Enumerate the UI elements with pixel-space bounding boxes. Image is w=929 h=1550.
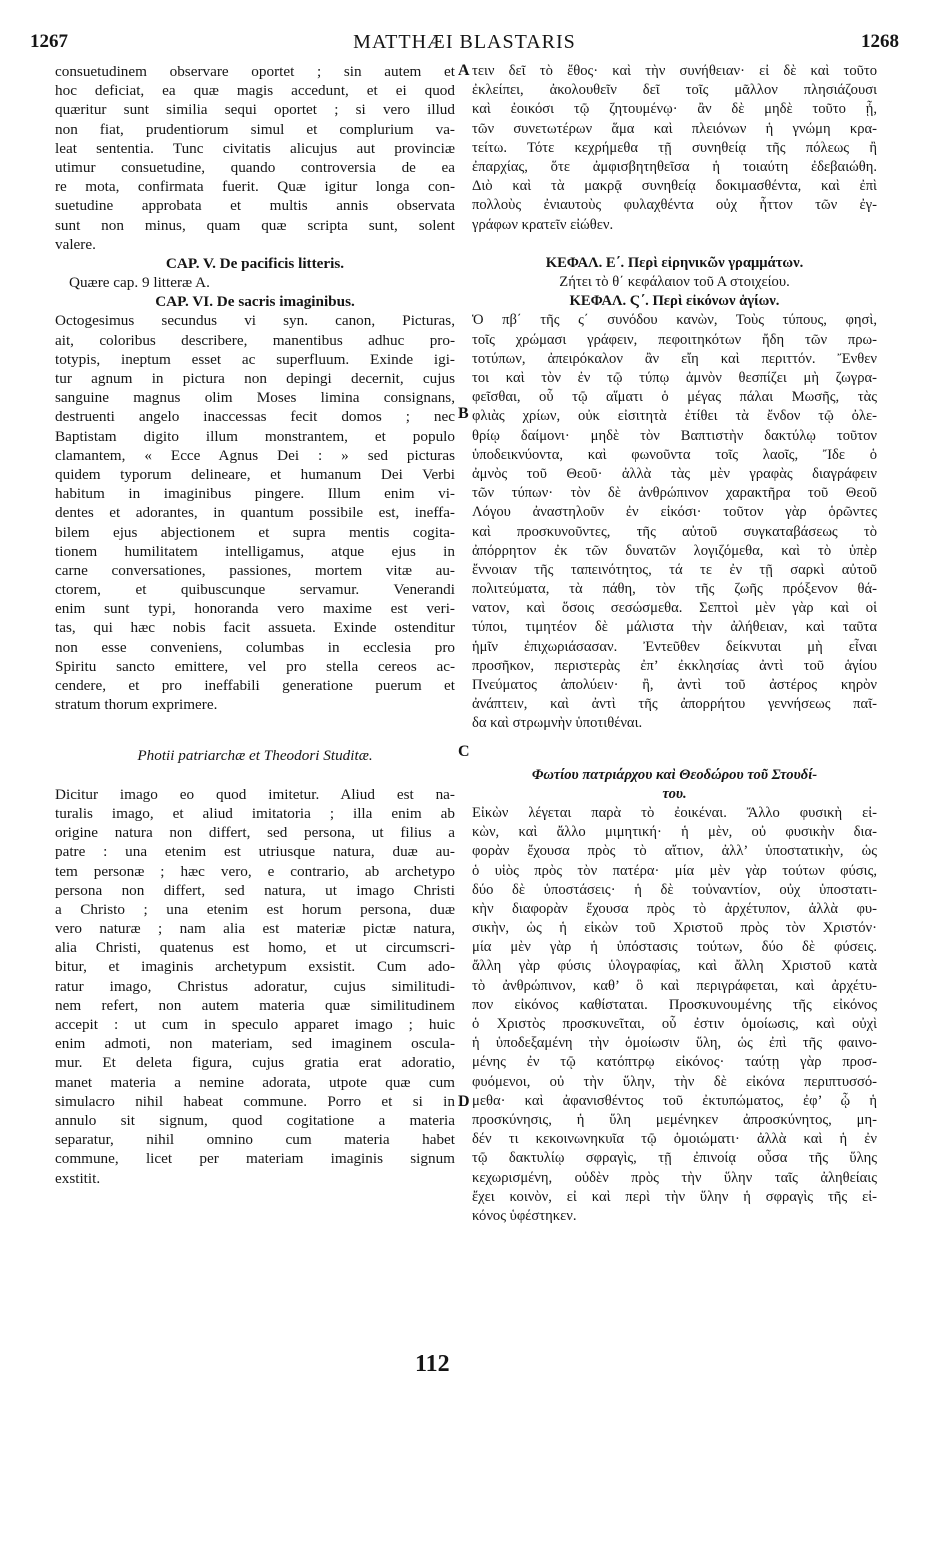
greek-column [472,62,877,1226]
text-line: turalis imago, et aliud imitatoria ; illa enim ab [55,804,455,822]
text-line: commune, licet per materiam imaginis signum [55,1150,455,1168]
text-line: re mota, confirmata fuerit. Quæ igitur longa con- [55,178,455,196]
text-line: simulacro nihil habeat commune. Porro et si in [55,1092,455,1110]
text-line: κεχωρισμένη, οὐδὲν πρὸς τὴν ὕλην ταῖς ἀληθείαις [472,1169,877,1186]
latin-paragraph-consuetudo [55,62,455,254]
text-line: νατον, καὶ ὅσοις σεσώσμεθα. Σεπτοὶ μὲν γὰρ καὶ οἱ [472,600,877,617]
text-line: Διὸ καὶ τὰ μακρᾷ συνηθείᾳ δοκιμασθέντα, καὶ ἐπὶ [472,178,877,195]
text-line: clamantem, « Ecce Agnus Dei : » sed picturas [55,446,455,464]
text-line: totypis, ineptum esset ac superfluum. Exinde igi- [55,350,455,368]
text-line: πολλοὺς ἐνιαυτοὺς φυλαχθέντα οὐχ ἧττον τῶν ἐγ- [472,197,877,214]
text-line: ἔχει κοινὸν, εἰ καὶ περὶ τὴν ὕλην ἡ σφραγὶς τῆς εἰ- [472,1188,877,1205]
text-line: ait, coloribus describere, manentibus adhuc pro- [55,331,455,349]
latin-cross-reference: Quære cap. 9 litteræ A. [69,274,210,292]
text-line: patre : una etenim est utriusque natura, duæ au- [55,843,455,861]
text-line: tionem humilitatem intelligamus, atque ejus in [55,542,455,560]
text-line: φεῖσθαι, οὗ τῷ αἵματι ὁ μέγας πάλαι Μωσῆς, τὰς [472,389,877,406]
text-line: valere. [55,235,96,253]
text-line: accepit : ut cum in speculo apparet imago ; huic [55,1016,455,1033]
text-line: a Christo ; una etenim est horum persona, duæ [55,900,455,918]
text-line: ἄλλη γὰρ φύσις ὑλογραφίας, καὶ ἄλλη Χριστοῦ κατὰ [472,958,877,975]
latin-section-heading-photii: Photii patriarchæ et Theodori Studitæ. [137,747,373,765]
text-line: γράφων κρατεῖν εἰώθεν. [472,216,614,233]
text-line: Dicitur imago eo quod imitetur. Aliud est na- [55,785,455,803]
text-line: manet materia a nemine adorata, utpote quæ cum [55,1073,455,1091]
latin-chapter-6-heading: CAP. VI. De sacris imaginibus. [155,293,355,311]
latin-paragraph-imagines [55,311,455,714]
margin-marker-a: A [458,62,470,79]
text-line: κόνος ὑφέστηκεν. [472,1207,577,1224]
text-line: θρίῳ δαίμονι· μηδὲ τὸν Βαπτιστὴν δακτύλῳ τοῦτον [472,427,877,444]
text-line: non esse conveniens, columbas in ecclesia pro [55,638,455,656]
latin-paragraph-imago [55,785,455,1188]
text-line: τειν δεῖ τὸ ἔθος· καὶ τὴν συνήθειαν· εἰ δὲ καὶ τοῦτο [472,63,877,79]
text-line: ctorem, et quibuscunque servamur. Venerandi [55,581,455,599]
text-line: Εἰκὼν λέγεται παρὰ τὸ ἐοικέναι. Ἄλλο φυσικὴ εἰ- [472,804,877,821]
text-line: τείτω. Τότε κεχρήμεθα τῇ συνηθείᾳ τῆς πόλεως ἢ [472,139,877,156]
running-title: MATTHÆI BLASTARIS [353,31,576,53]
text-line: τῶν τύπων· τὸν δὲ ἀνθρώπινον χαρακτῆρα τοῦ Θεοῦ [472,485,877,502]
text-line: non fiat, prudentiorum simul et complurium va- [55,120,455,138]
text-line: ὁ υἱὸς πρὸς τὸν πατέρα· μία μὲν γὰρ τούτων φύσις, [472,862,877,879]
text-line: vero naturæ ; nam alia est materiæ pictæ natura, [55,920,455,938]
text-line: stratum thorum exprimere. [55,696,218,714]
text-line: φλιὰς χρίων, οὐκ εἰσιτητὰ ἐτίθει τὰ ἔνδον τῷ ὀλε- [472,408,877,425]
text-line: hoc deficiat, ea quæ magis accedunt, et ei quod [55,82,455,100]
text-line: cendere, et pro ineffabili generatione puerum et [55,677,455,694]
greek-chapter-6-heading: ΚΕΦΑΛ. Ϛ΄. Περὶ εἰκόνων ἁγίων. [569,293,780,310]
text-line: ἀμνὸς τοῦ Θεοῦ· ἀλλὰ τὰς μὲν γραφὰς διαγράφειν [472,465,877,482]
text-line: τύποι, τιμητέον δὲ μάλιστα τὴν ἀλήθειαν, καὶ ταῦτα [472,619,877,636]
text-line: ὁ Χριστὸς προσκυνεῖται, οὗ ἐστιν ὁμοίωσις, καὶ οὐχὶ [472,1016,877,1032]
text-line: Baptistam digito illum monstrantem, et populo [55,427,455,445]
text-line: destruenti angelo inaccessas fecit domos ; nec [55,408,455,426]
text-line: enim sunt typi, honoranda vero maxime est veri- [55,600,455,618]
text-line: leat sententia. Tunc civitatis alicujus aut provinciæ [55,139,455,157]
text-line: habitum in imaginibus pingere. Illum enim vi- [55,485,455,503]
text-line: ἐκλείπει, ἀκολουθεῖν δεῖ τοῖς μᾶλλον πλησιάζουσι [472,82,877,99]
text-line: bitur, et imaginis archetypum exsistit. Cum ado- [55,958,455,976]
latin-chapter-5-heading: CAP. V. De pacificis litteris. [165,254,345,272]
text-line: τοι καὶ τὸν ἐν τῷ τύπῳ ἀμνὸν θεσπίζει μὴ ζωγρα- [472,370,877,386]
text-line: τοῖς χρώμασι γράφειν, πεφοιτηκότων ἤδη τῶν πρω- [472,331,877,348]
text-line: μένης ἐν τῷ κατόπτρῳ εἰκόνος· ταύτῃ γὰρ προσ- [472,1054,877,1071]
text-line: tur agnum in pictura non depingi decernit, cujus [55,370,455,387]
text-line: consuetudinem observare oportet ; sin autem et [55,63,455,80]
text-line: μεθα· καὶ ἀφανισθέντος τοῦ ἐκτυπώματος, ἐφ’ ᾧ ἡ [472,1092,877,1109]
text-line: σικὴν, ὡς ἡ εἰκὼν τοῦ Χριστοῦ πρὸς τὸν Χριστόν· [472,920,877,937]
text-line: carne conversationes, passiones, mortem vitæ au- [55,561,455,579]
text-line: ἀνάπτειν, καὶ ἀντὶ τῆς ἀπορρήτου γεννήσεως παῖ- [472,696,877,713]
text-line: Φωτίου πατριάρχου καὶ Θεοδώρου τοῦ Στουδί- [531,766,818,783]
text-line: enim admoti, non materiam, sed imaginem oscula- [55,1035,455,1053]
text-line: tas, qui hæc nobis facit assueta. Exinde ostenditur [55,619,455,637]
text-line: φορὰν ἔχουσα πρὸς τὸ αἴτιον, ἀλλ’ ὑποστατικὴν, ὡς [472,843,877,860]
text-line: ἐπαρχίας, ὅτε ἀμφισβητηθεῖσα ἡ τοιαύτη ἐδεβαιώθη. [472,158,877,175]
text-line: καὶ ἐοικόσι τῷ ζητουμένῳ· ἂν δὲ μηδὲ τοῦτο ᾖ, [472,101,877,118]
greek-section-heading-photios [472,766,877,804]
text-line: κὼν, καὶ ἄλλο μιμητική· ἡ μὲν, οὐ φυσικὴν δια- [472,824,877,841]
text-line: separatur, nihil omnino cum materia habet [55,1131,455,1149]
text-line: δα καὶ στρωμνὴν ὑποτιθέναι. [472,715,643,732]
page-number-left: 1267 [30,31,68,52]
margin-marker-b: B [458,405,469,422]
text-line: προσῆκον, περιστερὰς ἐπ’ ἐκκλησίας ἀντὶ τοῦ ἁγίου [472,657,877,674]
text-line: dentes et adorantes, in quantum possibile est, ineffa- [55,504,455,522]
margin-marker-c: C [458,743,470,760]
text-line: mur. Et deleta figura, cujus gratia erat adoratio, [55,1054,455,1072]
text-line: δύο δὲ ὑποστάσεις· ἡ δὲ τοὐναντίον, οὐχ ὑποστατι- [472,881,877,898]
text-line: ὑποδεικνύοντα, καὶ φωνοῦντα τοῖς λαοῖς, Ἴδε ὁ [472,446,877,463]
text-line: persona non differt, sed natura, ut imago Christi [55,881,455,899]
text-line: ratur imago, Christus adoratur, cujus similitudi- [55,977,455,995]
greek-chapter-5-heading: ΚΕΦΑΛ. Ε΄. Περὶ εἰρηνικῶν γραμμάτων. [545,254,804,271]
text-line: ἔννοιαν τῆς ταπεινότητος, τά τε ἐν τῇ σαρκὶ αὐτοῦ [472,561,877,578]
greek-paragraph-imagines [472,311,877,733]
text-line: πολιτεύματα, τὰ πάθη, τὸν τῆς ζωῆς πρόξενον θά- [472,581,877,598]
text-line: μία μὲν γὰρ ἡ ὑπόστασις τούτων, δύο δὲ φύσεις. [472,939,877,956]
text-line: Spiritu sancto emittere, vel pro stella cereos ac- [55,657,455,675]
text-line: ἀπόρρητον ἐκ τῶν δυνατῶν λογιζόμεθα, καὶ τὸ ὑπὲρ [472,542,877,559]
latin-column [55,62,455,1188]
text-line: bilem ejus abjectionem et supra mentis cogita- [55,523,455,541]
text-line: Octogesimus secundus vi syn. canon, Picturas, [55,312,455,330]
greek-paragraph-consuetudo [472,62,877,235]
column-number: 112 [415,1351,450,1377]
greek-paragraph-eikon [472,804,877,1226]
text-line: τῶν συνετωτέρων ἅμα καὶ πλειόνων ἡ γνώμη κρα- [472,120,877,137]
text-line: utimur consuetudine, quando controversia de ea [55,158,455,176]
text-line: προσκύνησις, ἡ ὕλη μεμένηκεν ἀπροσκύνητος, μη- [472,1111,877,1128]
text-line: suetudine approbata et multis annis observata [55,197,455,215]
text-line: του. [662,785,687,802]
text-line: alia Christi, quatenus est homo, et ut circumscri- [55,939,455,957]
text-line: quæritur sunt similia sequi oportet ; si vero illud [55,101,455,119]
text-line: δέν τι κεκοινωνηκυῖα τῷ ὁμοιώματι· ἀλλὰ καὶ ἡ ἐν [472,1131,877,1148]
text-line: Ὁ πβ΄ τῆς ς΄ συνόδου κανὼν, Τοὺς τύπους, φησὶ, [472,312,877,329]
text-line: φυόμενοι, οὐ τὴν ὕλην, τὴν δὲ εἰκόνα περιπτυσσό- [472,1073,877,1090]
page-number-right: 1268 [861,31,899,52]
text-line: Λόγου ἀναστηλοῦν ἐν εἰκόσι· τοῦτον γὰρ ὁρῶντες [472,504,877,521]
text-line: τῷ δακτυλίῳ σφραγὶς, τῇ ἐπινοίᾳ οὖσα τῆς ὕλης [472,1150,877,1167]
text-line: exstitit. [55,1169,101,1187]
text-line: καὶ προσκυνοῦντες, τῆς αὐτοῦ συγκαταβάσεως τὸ [472,523,877,540]
text-line: ἡ ὑποδεξαμένη τὴν ὁμοίωσιν ὕλη, ὡς ἐπὶ τῆς φαινο- [472,1035,877,1052]
text-line: Πνεύματος ἀπολύειν· ἢ, ἀντὶ τοῦ ἀστέρος κηρὸν [472,677,877,693]
text-line: annulo sit signum, quod cogitatione a materia [55,1111,455,1129]
greek-cross-reference: Ζήτει τὸ θ΄ κεφάλαιον τοῦ Α στοιχείου. [559,274,790,291]
text-line: κὴν διαφορὰν ἔχουσα πρὸς τὸ ἀρχέτυπον, ἀλλὰ φυ- [472,900,877,917]
text-line: πον εἰκόνος καθίσταται. Προσκυνουμένης τῆς εἰκόνος [472,996,877,1013]
text-line: quidem typorum delineare, et humanum Dei Verbi [55,465,455,483]
text-line: tem personæ ; hæc vero, e contrario, ab archetypo [55,862,455,880]
text-line: sunt non minus, quam quæ scripta sunt, solent [55,216,455,234]
text-line: sanguine magnus olim Moses limina consignans, [55,389,455,407]
margin-marker-d: D [458,1093,470,1110]
text-line: nem refert, non autem materia quæ similitudinem [55,996,455,1014]
text-line: τὸ ἀνθρώπινον, καθ’ ὃ καὶ περιγράφεται, καὶ ἀρχέτυ- [472,977,877,994]
text-line: ἡμῖν ἐπιχωριάσασαν. Ἐντεῦθεν δείκνυται μὴ εἶναι [472,638,877,655]
text-line: origine natura non differt, sed persona, ut filius a [55,824,455,842]
text-line: τοτύπων, ἀπειρόκαλον ἂν εἴη καὶ περιττόν. Ἔνθεν [472,350,877,367]
